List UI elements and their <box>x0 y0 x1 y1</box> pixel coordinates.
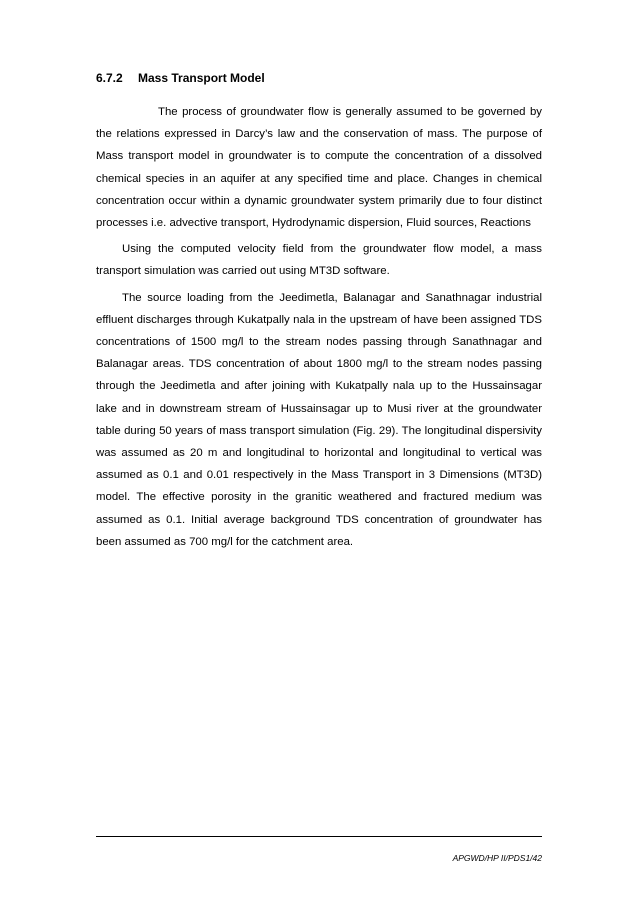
paragraph-simulation: Using the computed velocity field from the groundwater flow model, a mass transport simulation was carried out using MT3D software. <box>96 243 542 278</box>
section-number: 6.7.2 <box>96 71 123 85</box>
footer-reference: APGWD/HP II/PDS1/42 <box>452 853 542 863</box>
document-body <box>96 70 542 557</box>
section-title: Mass Transport Model <box>138 71 265 85</box>
paragraph-source-loading: The source loading from the Jeedimetla, Balanagar and Sanathnagar industrial effluent discharges through Kukatpally nala in the upstream of have been assigned TDS concentrations of 1500 mg/l to the stream nodes passing through Sanathnagar and Balanagar areas. TDS concentration of about 1800 mg/l to the stream nodes passing through the Jeedimetla and after joining with Kukatpally nala up to the Hussainsagar lake and in downstream stream of Hussainsagar up to Musi river at the groundwater table during 50 years of mass transport simulation (Fig. 29). The longitudinal dispersivity was assumed as 20 m and longitudinal to horizontal and longitudinal to vertical was assumed as 0.1 and 0.01 respectively in the Mass Transport in 3 Dimensions (MT3D) model. The effective porosity in the granitic weathered and fractured medium was assumed as 0.1. Initial average background TDS concentration of groundwater has been assumed as 700 mg/l for the catchment area. <box>96 291 542 548</box>
footer-divider <box>96 836 542 837</box>
paragraph-intro: The process of groundwater flow is generally assumed to be governed by the relations expressed in Darcy’s law and the conservation of mass. The purpose of Mass transport model in groundwater is to compute the concentration of a dissolved chemical species in an aquifer at any specified time and place. Changes in chemical concentration occur within a dynamic groundwater system primarily due to four distinct processes i.e. advective transport, Hydrodynamic dispersion, Fluid sources, Reactions <box>96 106 542 230</box>
section-heading <box>96 70 542 86</box>
